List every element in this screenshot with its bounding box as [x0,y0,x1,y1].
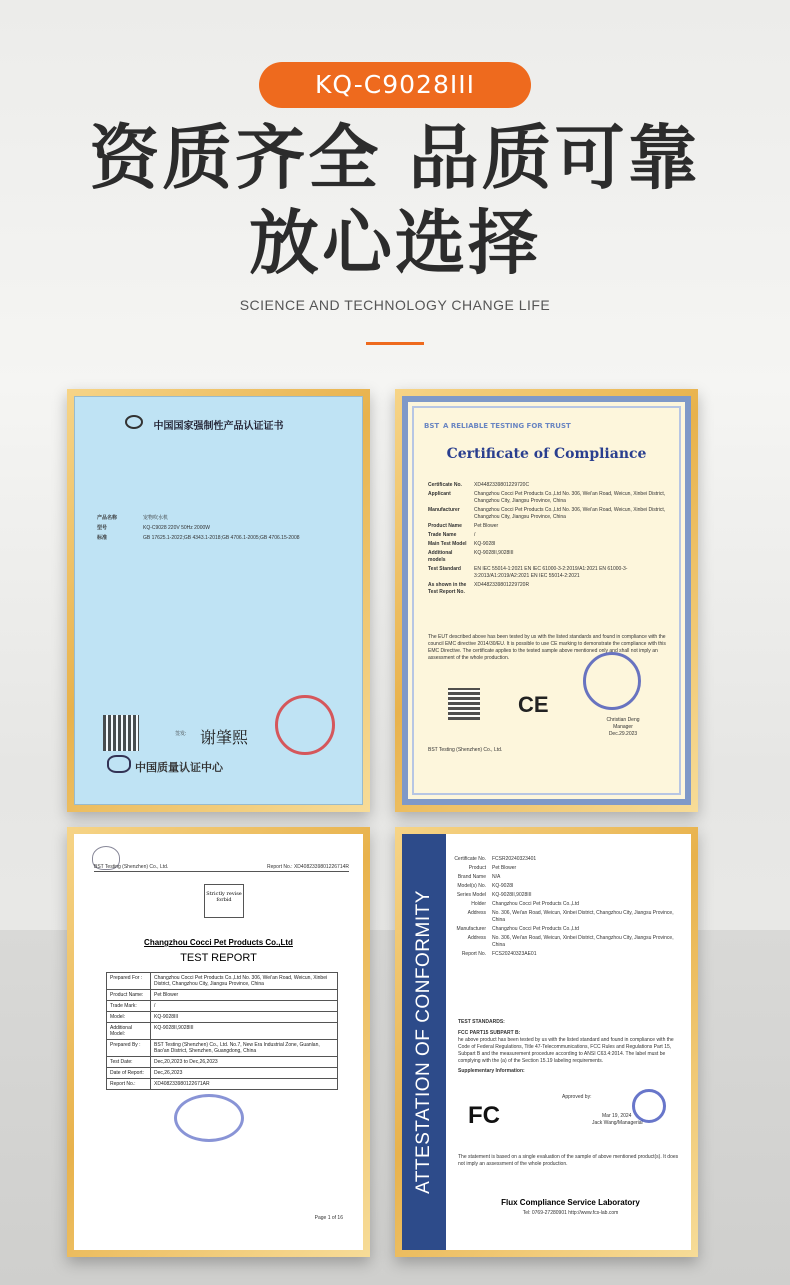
report-table-row [107,1079,338,1090]
bst-field-label: Test Standard [428,566,461,572]
accent-divider [366,342,424,345]
report-row-key: Test Date: [107,1057,151,1068]
attestation-frame [395,827,698,1257]
ccc-certificate: 中国国家强制性产品认证证书 产品名称 宠物吹水机 型号 KQ-C9028 220V 50Hz 2000W 标准 GB 17625.1-2022;GB 4343.1-2018;GB 4706.1-2005;GB 4706.15-2008 签发: 谢肇熙 中国质量认证中心 [74,396,363,805]
report-row-key: Additional Model: [107,1023,151,1040]
report-page-number: Page 1 of 16 [314,1215,343,1221]
qr-code-icon [103,715,139,751]
report-row-value: / [151,1001,338,1012]
bst-field-value: XD4482339801229720C [474,482,530,488]
qr-code-icon [448,688,480,720]
attest-field-row [454,926,686,933]
headline-line-2: 放心选择 [249,202,541,284]
attest-field-row [454,892,686,899]
attest-field-label: Report No. [461,951,486,957]
bst-date: Dec.29.2023 [608,731,638,737]
bst-field-row [428,491,673,505]
attest-field-value: KQ-9028I [492,883,514,889]
report-row-value: KQ-9028III [151,1012,338,1023]
bst-field-value: EN IEC 55014-1:2021 EN IEC 61000-3-2:2019/A1:2021 EN 61000-3-3:2013/A1:2019/A2:2021 EN IEC 55014-2:2021 [474,566,628,579]
attest-statement: The statement is based on a single evaluation of the sample of above mentioned product(s). It does not imply an assessment of the whole production. [458,1154,679,1167]
bst-field-value: Changzhou Cocci Pet Products Co.,Ltd No. 306, Wei'an Road, Weicun, Xinbei District, Changzhou City, Jiangsu Province, China [474,507,666,520]
report-table-row [107,1068,338,1079]
attest-field-value: No. 306, Wei'an Road, Weicun, Xinbei District, Changzhou City, Jiangsu Province, China [492,910,674,923]
bst-field-row [428,566,673,580]
report-row-key: Prepared By : [107,1040,151,1057]
approved-stamp-icon [174,1094,244,1142]
bst-field-label: Trade Name [428,532,457,538]
attest-field-label: Brand Name [457,874,486,880]
attest-field-value: KQ-9028II,9028III [492,892,532,898]
attest-standards-body: he above product has been tested by us with the listed standard and found in compliance with the Code of Federal Regulations, Title 47-Telecommunications, FCC Rules and Regulations Part 15, Subpart B and the measurement procedure according to ANSI C63.4:2014. The label must be complying with the (a) of the Section 15.19 labeling requirements. [458,1037,674,1064]
bst-brand: BST [424,422,440,430]
report-title: TEST REPORT [180,952,257,964]
bst-title: Certificate of Compliance [446,446,647,462]
ccc-certificate-frame [67,389,370,812]
bst-field-label: Applicant [428,491,451,497]
attestation-fields [454,856,686,960]
attest-approved-by: Approved by: [562,1094,592,1100]
bst-field-row [428,582,673,596]
report-table-row [107,1012,338,1023]
attestation-band-text: ATTESTATION OF CONFORMITY [413,890,434,1194]
attest-approved-date: Mar 19, 2024 [602,1113,632,1119]
report-table-row [107,1001,338,1012]
bst-field-row [428,541,673,548]
report-row-key: Date of Report: [107,1068,151,1079]
attest-field-row [454,856,686,863]
attest-field-label: Manufacturer [456,926,486,932]
attest-approved-name: Jack Wang/Managerial [592,1120,643,1126]
tagline: SCIENCE AND TECHNOLOGY CHANGE LIFE [239,297,551,313]
report-row-value: Dec,26,2023 [151,1068,338,1079]
bst-field-value: / [474,532,476,538]
bst-field-value: Pet Blower [474,523,499,529]
bst-field-row [428,550,673,564]
report-company: Changzhou Cocci Pet Products Co.,Ltd [144,938,293,947]
report-row-value: XD408233980122671AR [151,1079,338,1090]
bst-certificate-frame [395,389,698,812]
fcc-mark-icon: FC [468,1102,500,1129]
bst-footer: BST Testing (Shenzhen) Co., Ltd. [428,747,503,753]
report-table-row [107,1057,338,1068]
attest-standards-title: TEST STANDARDS: [458,1019,505,1025]
report-row-value: KQ-9028II,9028III [151,1023,338,1040]
cqc-logo-icon [107,755,131,773]
ccc-title: 中国国家强制性产品认证证书 [153,421,284,432]
report-row-key: Trade Mark: [107,1001,151,1012]
bst-field-label: Certificate No. [428,482,462,488]
ce-mark-icon: CE [518,692,549,717]
attest-standards: FCC PART15 SUBPART B: [458,1030,521,1036]
attest-field-row [454,883,686,890]
bst-manager-name: Christian Deng [606,717,640,723]
attest-field-row [454,874,686,881]
attest-field-value: N/A [492,874,501,880]
attest-field-row [454,865,686,872]
fcs-stamp-icon [632,1089,666,1123]
report-row-key: Model: [107,1012,151,1023]
bst-field-label: Main Test Model [428,541,467,547]
ccc-signature: 谢肇熙 [200,728,249,747]
ccc-model: KQ-C9028 220V 50Hz 2000W [143,525,210,531]
attest-field-label: Certificate No. [454,856,486,862]
report-table-row [107,990,338,1001]
attestation-certificate [402,834,691,1250]
attest-field-value: Changzhou Cocci Pet Products Co.,Ltd [492,901,579,907]
test-report [74,834,363,1250]
report-row-key: Product Name: [107,990,151,1001]
report-row-value: BST Testing (Shenzhen) Co., Ltd. No.7, New Era Industrial Zone, Guanlan, Bao'an District, Shenzhen, Guangdong, China [151,1040,338,1057]
bst-field-row [428,532,673,539]
report-stamp: Strictly revise forbid [204,884,244,918]
attest-field-label: Address [467,910,486,916]
attest-lab-contact: Tel: 0769-27280901 http://www.fcs-lab.com [522,1210,619,1216]
report-table-row [107,1040,338,1057]
bst-certificate [402,396,691,805]
ccc-standards: GB 17625.1-2022;GB 4343.1-2018;GB 4706.1-2005;GB 4706.15-2008 [143,535,300,541]
report-row-value: Changzhou Cocci Pet Products Co.,Ltd No. 306, Wei'an Road, Weicun, Xinbei District, Changzhou City, Jiangsu Province, China [151,973,338,990]
model-badge: KQ-C9028III [259,62,531,108]
red-seal-icon [275,695,335,755]
attest-field-value: No. 306, Wei'an Road, Weicun, Xinbei District, Changzhou City, Jiangsu Province, China [492,935,674,948]
report-row-value: Pet Blower [151,990,338,1001]
bst-field-row [428,482,673,489]
headline-line-1: 资质齐全 品质可靠 [89,117,701,199]
bst-field-value: KQ-9028I [474,541,496,547]
bst-field-label: As shown in the Test Report No. [428,582,467,595]
attest-field-row [454,935,686,949]
attest-field-row [454,901,686,908]
bst-field-value: Changzhou Cocci Pet Products Co.,Ltd No. 306, Wei'an Road, Weicun, Xinbei District, Changzhou City, Jiangsu Province, China [474,491,666,504]
bst-fields [428,482,673,598]
report-table-row [107,1023,338,1040]
bst-field-value: XD4482339801229720R [474,582,530,588]
bst-manager-title: Manager [613,724,633,730]
attest-field-label: Product [468,865,486,871]
attest-field-label: Holder [471,901,486,907]
attest-lab-name: Flux Compliance Service Laboratory [501,1198,640,1207]
report-table [106,972,338,1090]
bst-field-label: Additional models [428,550,453,563]
report-header-left: BST Testing (Shenzhen) Co., Ltd. [94,864,169,870]
bst-field-row [428,507,673,521]
attest-supp-title: Supplementary Information: [458,1068,525,1074]
attest-field-label: Model(s) No. [457,883,486,889]
report-row-key: Report No.: [107,1079,151,1090]
report-row-key: Prepared For : [107,973,151,990]
attest-field-value: FCSR20240323401 [492,856,537,862]
ccc-issuer: 中国质量认证中心 [135,761,223,774]
attest-field-row [454,951,686,958]
bst-field-row [428,523,673,530]
ccc-product: 宠物吹水机 [143,515,169,521]
attest-field-row [454,910,686,924]
attest-field-value: Changzhou Cocci Pet Products Co.,Ltd [492,926,579,932]
report-table-row [107,973,338,990]
attest-field-value: FCS20240323AE01 [492,951,537,957]
attest-field-value: Pet Blower [492,865,517,871]
bst-field-label: Product Name [428,523,462,529]
bst-statement: The EUT described above has been tested by us with the listed standards and found in compliance with the council EMC directive 2014/30/EU. It is possible to use CE marking to demonstrate the compliance with this EMC Directive. The certificate applies to the tested sample above mentioned only and shall not imply an assessment of the whole production. [428,634,666,661]
test-report-frame [67,827,370,1257]
attest-field-label: Address [467,935,486,941]
ccc-signature-label: 签发: [175,731,187,737]
attest-field-label: Series Model [456,892,486,898]
bst-field-value: KQ-9028II,9028III [474,550,514,556]
approved-stamp-icon [583,652,641,710]
report-header-right: Report No.: XD4082339801226714R [266,864,349,870]
report-row-value: Dec,20,2023 to Dec,26,2023 [151,1057,338,1068]
bst-field-label: Manufacturer [428,507,460,513]
bst-tagline: A RELIABLE TESTING FOR TRUST [443,422,571,430]
